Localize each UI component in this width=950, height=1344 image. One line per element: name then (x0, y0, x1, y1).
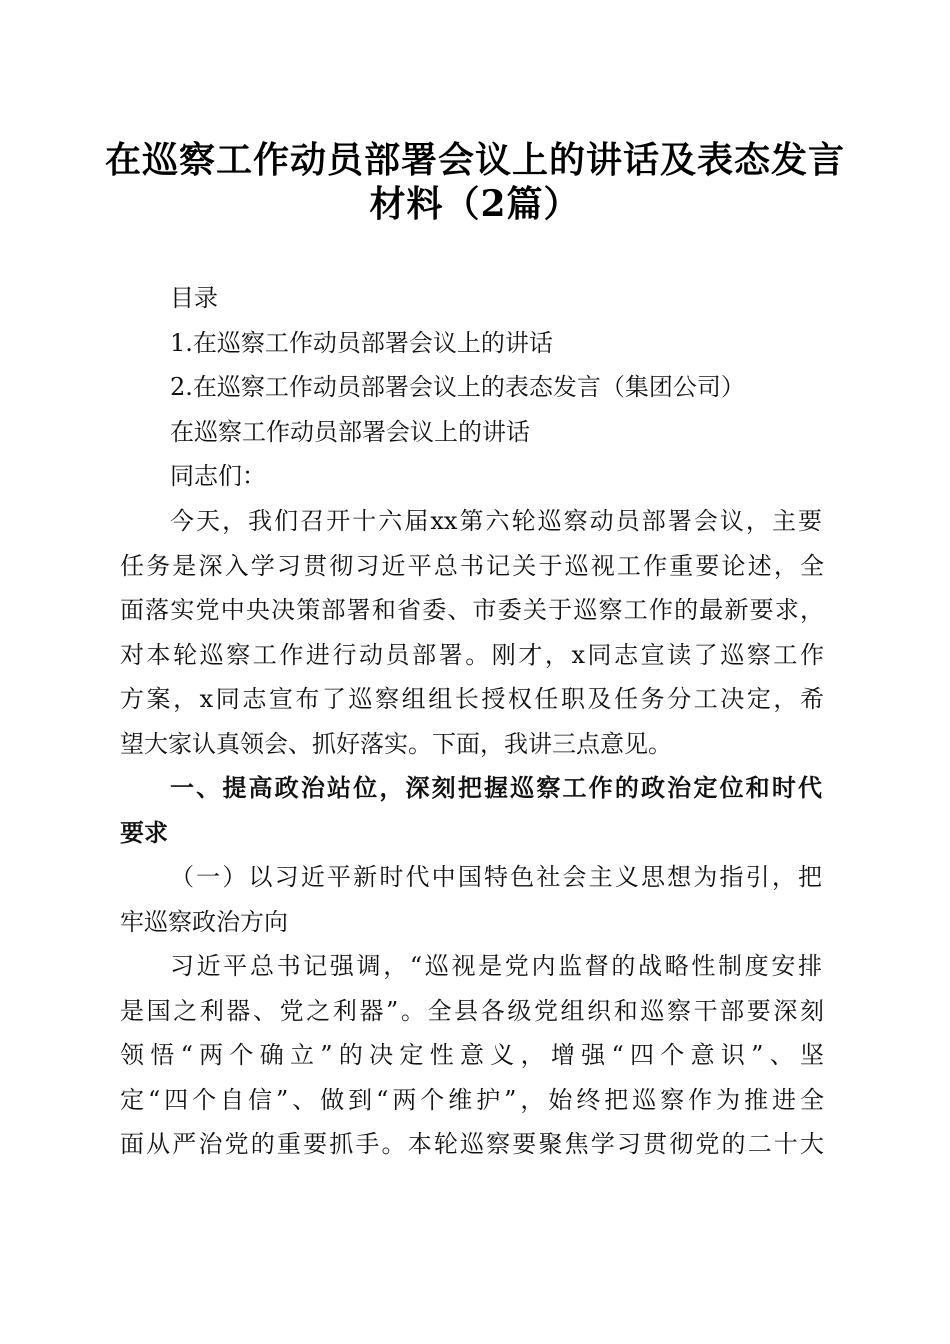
paragraph-2-line: 习近平总书记强调，“巡视是党内监督的战略性制度安排 (170, 952, 822, 980)
subheading-1-line: 牢巡察政治方向 (120, 908, 288, 936)
heading-1-line: 一、提高政治站位，深刻把握巡察工作的政治定位和时代 (170, 774, 822, 802)
toc-item-2: 2.在巡察工作动员部署会议上的表态发言（集团公司） (170, 373, 745, 401)
paragraph-1-line: 方案，x同志宣布了巡察组组长授权任职及任务分工决定，希 (120, 685, 824, 713)
paragraph-1-line: 对本轮巡察工作进行动员部署。刚才，x同志宣读了巡察工作 (120, 641, 824, 669)
toc-heading: 目录 (170, 284, 218, 312)
document-title-line-2: 材料（2篇） (369, 183, 581, 225)
paragraph-2-line: 定“四个自信”、做到“两个维护”，始终把巡察作为推进全 (120, 1086, 824, 1114)
section-title: 在巡察工作动员部署会议上的讲话 (170, 418, 530, 446)
salutation: 同志们： (170, 462, 266, 490)
paragraph-2-line: 是国之利器、党之利器”。全县各级党组织和巡察干部要深刻 (120, 997, 824, 1025)
heading-1-line: 要求 (120, 819, 168, 847)
subheading-1-line: （一）以习近平新时代中国特色社会主义思想为指引，把 (170, 863, 822, 891)
paragraph-1-line: 今天，我们召开十六届xx第六轮巡察动员部署会议，主要 (170, 507, 822, 535)
paragraph-1-line: 任务是深入学习贯彻习近平总书记关于巡视工作重要论述，全 (120, 552, 824, 580)
paragraph-1-line: 面落实党中央决策部署和省委、市委关于巡察工作的最新要求， (120, 596, 824, 624)
paragraph-2-line: 面从严治党的重要抓手。本轮巡察要聚焦学习贯彻党的二十大 (120, 1130, 824, 1158)
paragraph-2-line: 领悟“两个确立”的决定性意义，增强“四个意识”、坚 (120, 1041, 824, 1069)
document-title-line-1: 在巡察工作动员部署会议上的讲话及表态发言 (104, 139, 845, 181)
paragraph-1-line: 望大家认真领会、抓好落实。下面，我讲三点意见。 (120, 730, 672, 758)
toc-item-1: 1.在巡察工作动员部署会议上的讲话 (170, 329, 553, 357)
